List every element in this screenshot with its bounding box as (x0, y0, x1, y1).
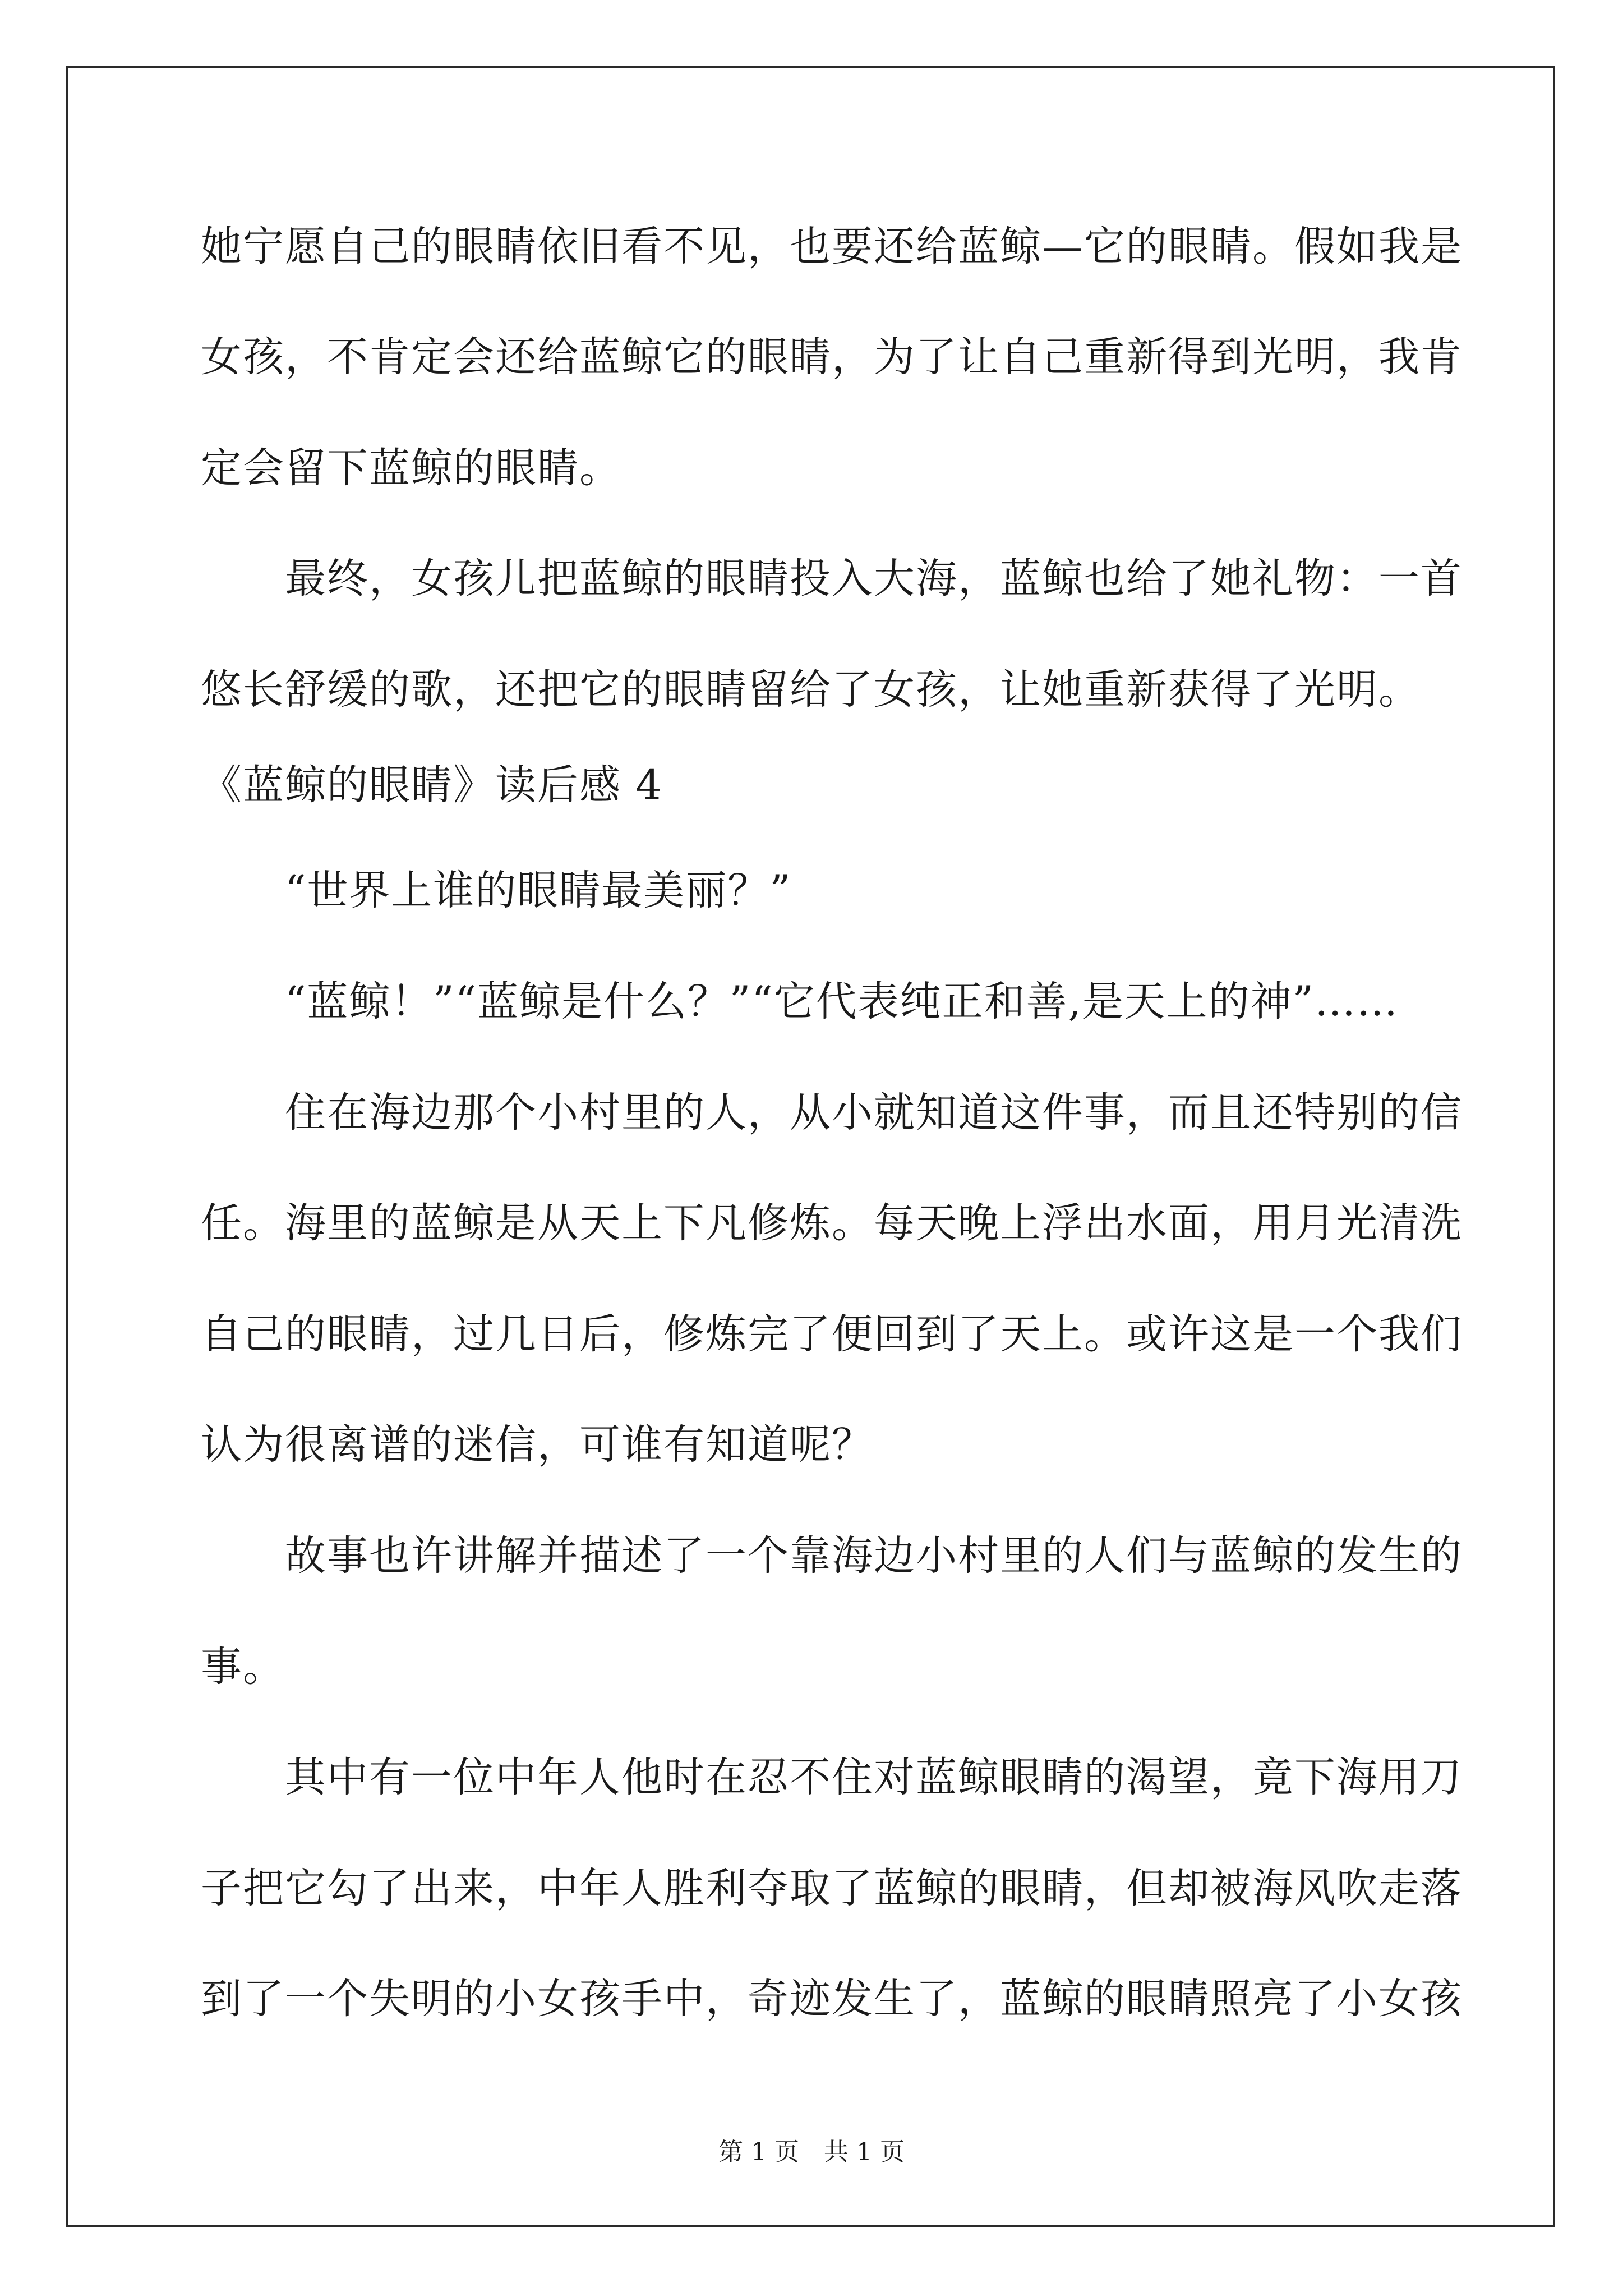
text-line: 定会留下蓝鲸的眼睛。 (201, 444, 621, 492)
text-line: 自己的眼睛，过几日后，修炼完了便回到了天上。或许这是一个我们 (201, 1310, 1463, 1358)
text-line: 她宁愿自己的眼睛依旧看不见，也要还给蓝鲸—它的眼睛。假如我是 (201, 223, 1463, 270)
paragraph-start-line: “世界上谁的眼睛最美丽？” (285, 867, 792, 914)
paragraph-start-line: 最终，女孩儿把蓝鲸的眼睛投入大海，蓝鲸也给了她礼物：一首 (285, 555, 1463, 602)
paragraph-start-line: 故事也许讲解并描述了一个靠海边小村里的人们与蓝鲸的发生的 (285, 1532, 1463, 1580)
text-line: 任。海里的蓝鲸是从天上下凡修炼。每天晚上浮出水面，用月光清洗 (201, 1199, 1463, 1247)
paragraph-start-line: 其中有一位中年人他时在忍不住对蓝鲸眼睛的渴望，竟下海用刀 (285, 1754, 1463, 1801)
text-line: 女孩，不肯定会还给蓝鲸它的眼睛，为了让自己重新得到光明，我肯 (201, 333, 1463, 381)
page-number-footer: 第 1 页 共 1 页 (718, 2138, 905, 2166)
paragraph-start-line: 住在海边那个小村里的人，从小就知道这件事，而且还特别的信 (285, 1089, 1463, 1137)
text-line: 认为很离谱的迷信，可谁有知道呢？ (201, 1421, 874, 1469)
text-line: 悠长舒缓的歌，还把它的眼睛留给了女孩，让她重新获得了光明。 (201, 666, 1421, 714)
section-heading: 《蓝鲸的眼睛》读后感 4 (201, 761, 663, 809)
text-line: 到了一个失明的小女孩手中，奇迹发生了，蓝鲸的眼睛照亮了小女孩 (201, 1975, 1463, 2023)
text-line: 事。 (201, 1643, 285, 1691)
paragraph-start-line: “蓝鲸！”“蓝鲸是什么？”“它代表纯正和善,是天上的神”…… (285, 978, 1399, 1025)
text-line: 子把它勾了出来，中年人胜利夺取了蓝鲸的眼睛，但却被海风吹走落 (201, 1865, 1463, 1912)
